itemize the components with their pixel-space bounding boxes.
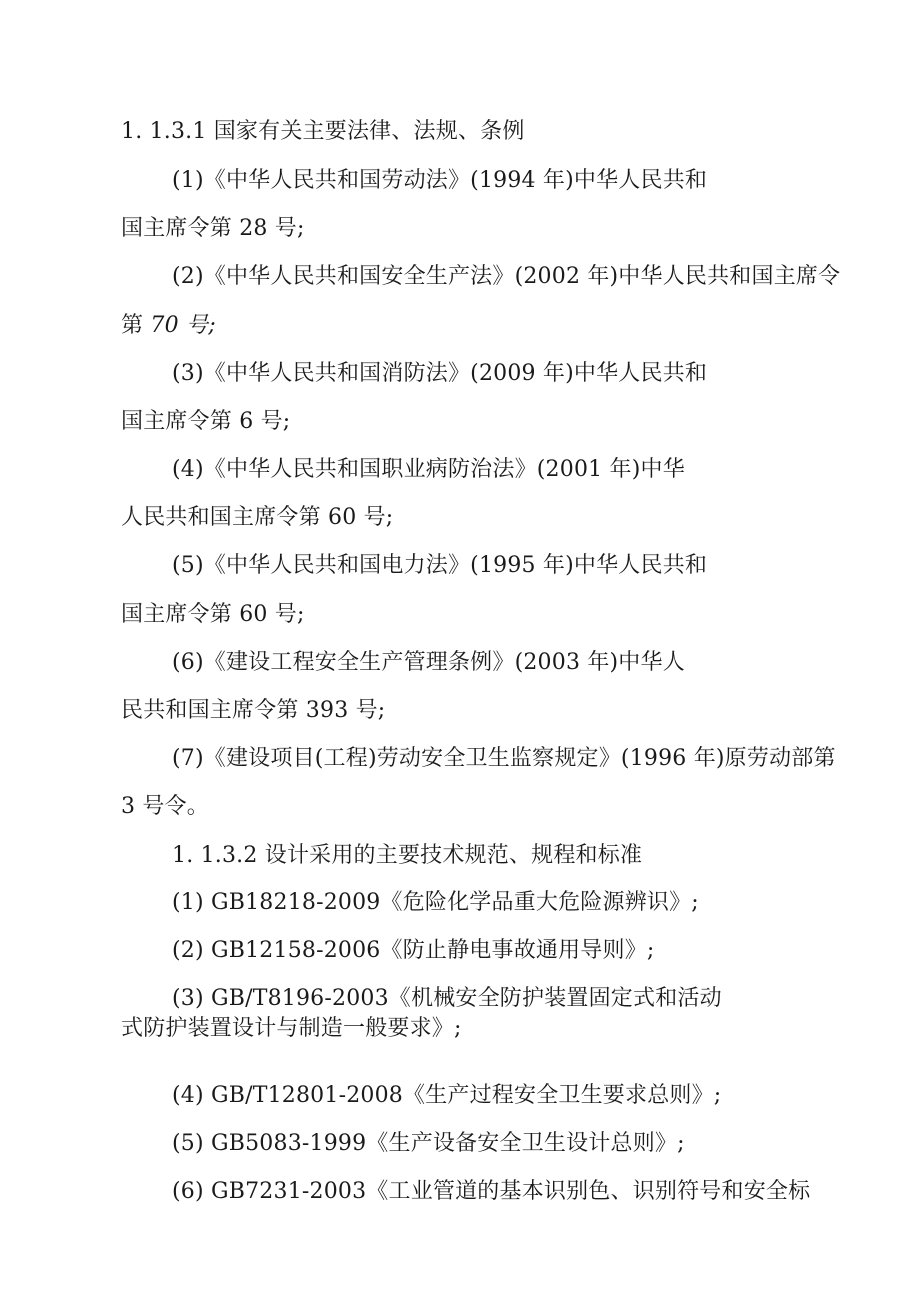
standard-item-3-line-1: (3) GB/T8196-2003《机械安全防护装置固定式和活动: [172, 986, 722, 1011]
section-heading-standards: 1. 1.3.2 设计采用的主要技术规范、规程和标准: [172, 843, 643, 868]
standard-item-4: (4) GB/T12801-2008《生产过程安全卫生要求总则》;: [172, 1083, 722, 1108]
standard-item-6: (6) GB7231-2003《工业管道的基本识别色、识别符号和安全标: [172, 1179, 811, 1204]
law-item-2-line-2: [121, 311, 216, 341]
standard-item-1: (1) GB18218-2009《危险化学品重大危险源辨识》;: [172, 890, 699, 915]
law-item-7-line-1: (7)《建设项目(工程)劳动安全卫生监察规定》(1996 年)原劳动部第: [172, 746, 836, 771]
law-item-1-line-1: (1)《中华人民共和国劳动法》(1994 年)中华人民共和: [172, 168, 708, 193]
law-item-6-line-1: (6)《建设工程安全生产管理条例》(2003 年)中华人: [172, 650, 685, 675]
law-item-2-line-2-prefix: 第: [121, 313, 151, 338]
standard-item-5: (5) GB5083-1999《生产设备安全卫生设计总则》;: [172, 1131, 685, 1156]
section-heading-laws: 1. 1.3.1 国家有关主要法律、法规、条例: [121, 119, 525, 144]
standard-item-2: (2) GB12158-2006《防止静电事故通用导则》;: [172, 938, 655, 963]
law-item-2-line-1: (2)《中华人民共和国安全生产法》(2002 年)中华人民共和国主席令: [172, 264, 841, 289]
law-item-3-line-1: (3)《中华人民共和国消防法》(2009 年)中华人民共和: [172, 361, 708, 386]
law-item-4-line-1: (4)《中华人民共和国职业病防治法》(2001 年)中华: [172, 457, 685, 482]
standard-item-3-line-2: 式防护装置设计与制造一般要求》;: [121, 1016, 462, 1041]
law-item-7-line-2: 3 号令。: [121, 794, 209, 819]
law-item-3-line-2: 国主席令第 6 号;: [121, 409, 291, 434]
law-item-1-line-2: 国主席令第 28 号;: [121, 216, 305, 241]
law-item-5-line-2: 国主席令第 60 号;: [121, 602, 305, 627]
law-item-4-line-2: 人民共和国主席令第 60 号;: [121, 505, 394, 530]
law-item-6-line-2: 民共和国主席令第 393 号;: [121, 698, 386, 723]
law-item-5-line-1: (5)《中华人民共和国电力法》(1995 年)中华人民共和: [172, 553, 708, 578]
law-item-2-line-2-number: 70 号;: [150, 313, 216, 338]
